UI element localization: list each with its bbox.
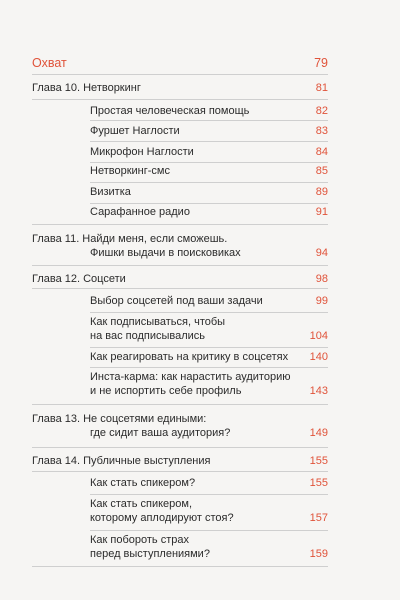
page-number: 143 bbox=[309, 385, 328, 397]
divider bbox=[90, 162, 328, 163]
subsection-title: Выбор соцсетей под ваши задачи bbox=[90, 295, 263, 307]
divider bbox=[90, 367, 328, 368]
page-number: 83 bbox=[315, 125, 328, 137]
divider bbox=[90, 530, 328, 531]
subsection-title-line1: Инста-карма: как нарастить аудиторию bbox=[90, 371, 291, 383]
subsection-title: Как стать спикером? bbox=[90, 477, 196, 489]
page-number: 94 bbox=[315, 247, 328, 259]
page-number: 85 bbox=[315, 165, 328, 177]
subsection-title-line2: перед выступлениями? bbox=[90, 548, 210, 560]
page-number: 155 bbox=[309, 477, 328, 489]
page-number: 155 bbox=[309, 455, 328, 467]
subsection-title: Простая человеческая помощь bbox=[90, 105, 250, 117]
divider bbox=[90, 120, 328, 121]
subsection-title: Как реагировать на критику в соцсетях bbox=[90, 351, 289, 363]
page-number: 157 bbox=[309, 512, 328, 524]
divider bbox=[90, 494, 328, 495]
page-number: 84 bbox=[315, 146, 328, 158]
divider bbox=[32, 471, 328, 472]
subsection-title-line1: Как подписываться, чтобы bbox=[90, 316, 226, 328]
chapter-title-line2: где сидит ваша аудитория? bbox=[90, 427, 231, 439]
page-number: 82 bbox=[315, 105, 328, 117]
subsection-title-line2: на вас подписывались bbox=[90, 330, 206, 342]
page-number: 149 bbox=[309, 427, 328, 439]
subsection-title-line1: Как побороть страх bbox=[90, 534, 189, 546]
chapter-title-line1: Глава 11. Найди меня, если сможешь. bbox=[32, 233, 228, 245]
chapter-title: Глава 10. Нетворкинг bbox=[32, 82, 141, 94]
page-number: 89 bbox=[315, 186, 328, 198]
subsection-title-line1: Как стать спикером, bbox=[90, 498, 193, 510]
divider bbox=[32, 265, 328, 266]
page-number: 104 bbox=[309, 330, 328, 342]
section-title: Охват bbox=[32, 56, 67, 70]
chapter-title-line1: Глава 13. Не соцсетями едиными: bbox=[32, 413, 207, 425]
chapter-title: Глава 12. Соцсети bbox=[32, 273, 126, 285]
subsection-title-line2: которому аплодируют стоя? bbox=[90, 512, 234, 524]
page-number: 140 bbox=[309, 351, 328, 363]
divider bbox=[90, 203, 328, 204]
subsection-title: Фуршет Наглости bbox=[90, 125, 180, 137]
divider bbox=[90, 141, 328, 142]
subsection-title: Микрофон Наглости bbox=[90, 146, 194, 158]
divider bbox=[32, 74, 328, 75]
divider bbox=[32, 447, 328, 448]
page-number: 99 bbox=[315, 295, 328, 307]
divider bbox=[32, 224, 328, 225]
chapter-title: Глава 14. Публичные выступления bbox=[32, 455, 211, 467]
subsection-title: Визитка bbox=[90, 186, 131, 198]
divider bbox=[32, 566, 328, 567]
divider bbox=[90, 312, 328, 313]
divider bbox=[32, 288, 328, 289]
page-number: 91 bbox=[315, 206, 328, 218]
divider bbox=[90, 347, 328, 348]
section-page-number: 79 bbox=[314, 56, 328, 70]
divider bbox=[32, 404, 328, 405]
subsection-title-line2: и не испортить себе профиль bbox=[90, 385, 242, 397]
divider bbox=[32, 99, 328, 100]
page-number: 98 bbox=[315, 273, 328, 285]
divider bbox=[90, 182, 328, 183]
page-number: 81 bbox=[315, 82, 328, 94]
page-number: 159 bbox=[309, 548, 328, 560]
chapter-title-line2: Фишки выдачи в поисковиках bbox=[90, 247, 241, 259]
subsection-title: Нетворкинг-смс bbox=[90, 165, 170, 177]
subsection-title: Сарафанное радио bbox=[90, 206, 190, 218]
